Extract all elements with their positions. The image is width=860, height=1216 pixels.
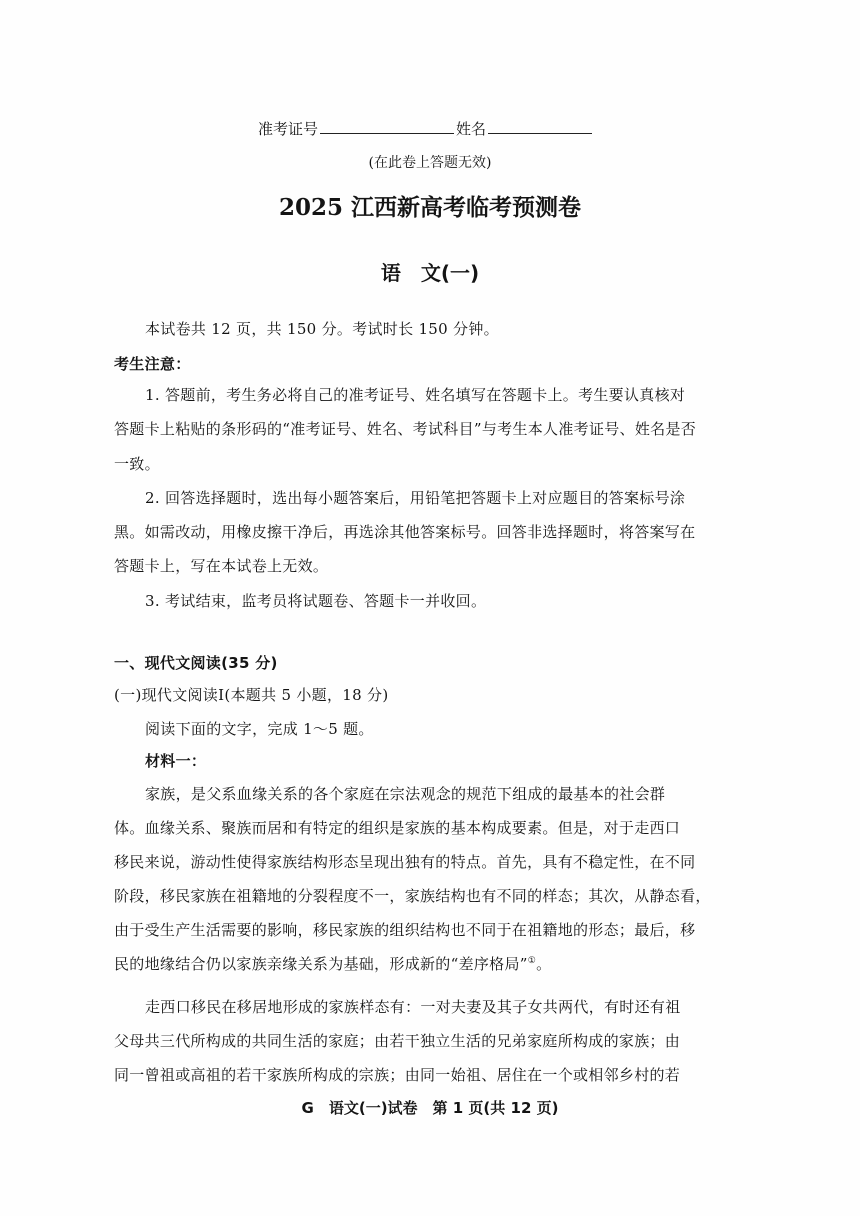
notice-heading: 考生注意： <box>114 355 191 373</box>
material-label: 材料一： <box>145 752 207 770</box>
passage-p1-line-3: 移民来说，游动性使得家族结构形态呈现出独有的特点。首先，具有不稳定性，在不同 <box>114 853 696 871</box>
passage-p1-line-2: 体。血缘关系、聚族而居和有特定的组织是家族的基本构成要素。但是，对于走西口 <box>114 819 681 837</box>
notice-item-2-line-2: 黑。如需改动，用橡皮擦干净后，再选涂其他答案标号。回答非选择题时，将答案写在 <box>114 523 696 541</box>
passage-p1-line-4: 阶段，移民家族在祖籍地的分裂程度不一，家族结构也有不同的样态；其次，从静态看， <box>114 887 711 905</box>
sub-section-heading: (一)现代文阅读Ⅰ(本题共 5 小题，18 分) <box>114 686 389 704</box>
passage-p1-line-6 <box>114 953 551 974</box>
ticket-number-label: 准考证号 <box>258 120 319 138</box>
notice-item-1-line-1: 1. 答题前，考生务必将自己的准考证号、姓名填写在答题卡上。考生要认真核对 <box>145 386 686 404</box>
passage-p1-line-1: 家族，是父系血缘关系的各个家庭在宗法观念的规范下组成的最基本的社会群 <box>145 785 666 803</box>
notice-item-2-line-1: 2. 回答选择题时，选出每小题答案后，用铅笔把答题卡上对应题目的答案标号涂 <box>145 489 686 507</box>
notice-item-1-line-3: 一致。 <box>114 455 160 473</box>
notice-item-2-line-3: 答题卡上，写在本试卷上无效。 <box>114 557 329 575</box>
passage-p2-line-2: 父母共三代所构成的共同生活的家庭；由若干独立生活的兄弟家庭所构成的家族；由 <box>114 1032 681 1050</box>
reading-instruction: 阅读下面的文字，完成 1～5 题。 <box>145 720 374 738</box>
passage-p2-line-1: 走西口移民在移居地形成的家族样态有：一对夫妻及其子女共两代，有时还有祖 <box>145 998 681 1016</box>
passage-p1-line-6-end: 。 <box>536 955 552 973</box>
section-heading: 一、现代文阅读(35 分) <box>114 654 278 672</box>
footnote-marker: ① <box>527 956 537 966</box>
subject-title: 语 文(一) <box>380 261 480 285</box>
passage-p1-line-6-text: 民的地缘结合仍以家族亲缘关系为基础，形成新的“差序格局” <box>114 955 528 973</box>
candidate-info-line <box>258 118 594 139</box>
page-footer: G 语文(一)试卷 第 1 页(共 12 页) <box>301 1099 559 1117</box>
passage-p2-line-3: 同一曾祖或高祖的若干家族所构成的宗族；由同一始祖、居住在一个或相邻乡村的若 <box>114 1066 681 1084</box>
notice-item-3-line-1: 3. 考试结束，监考员将试题卷、答题卡一并收回。 <box>145 592 487 610</box>
notice-item-1-line-2: 答题卡上粘贴的条形码的“准考证号、姓名、考试科目”与考生本人准考证号、姓名是否 <box>114 420 697 438</box>
exam-intro: 本试卷共 12 页，共 150 分。考试时长 150 分钟。 <box>145 320 499 338</box>
passage-p1-line-5: 由于受生产生活需要的影响，移民家族的组织结构也不同于在祖籍地的形态；最后，移 <box>114 921 696 939</box>
name-blank <box>488 118 592 134</box>
no-answer-note: (在此卷上答题无效) <box>368 155 492 171</box>
ticket-number-blank <box>320 118 454 134</box>
name-label: 姓名 <box>456 120 487 138</box>
exam-title: 2025 江西新高考临考预测卷 <box>278 194 582 221</box>
